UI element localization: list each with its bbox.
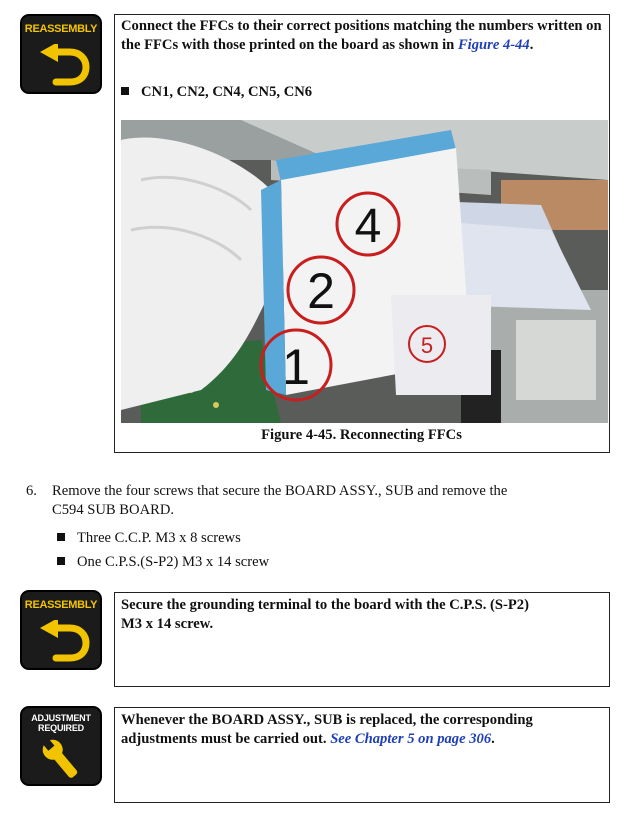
svg-text:4: 4 [354, 200, 382, 253]
note-grounding-line1: Secure the grounding terminal to the board with the C.P.S. (S-P2) [121, 597, 529, 613]
note-grounding-line2: M3 x 14 screw. [121, 616, 214, 632]
note-ffc-text: Connect the FFCs to their correct positions matching the numbers written on the FFCs with those printed on the board as shown in Figure 4-44. [121, 18, 602, 53]
bullet-square [57, 557, 65, 565]
reassembly-badge [20, 590, 102, 670]
figure-4-44-link[interactable]: Figure 4-44 [457, 37, 530, 53]
svg-text:5: 5 [420, 333, 434, 358]
step-number: 6. [26, 483, 37, 499]
chapter-5-link[interactable]: See Chapter 5 on page 306 [330, 731, 492, 747]
return-arrow-icon [36, 44, 90, 90]
adjustment-note-line1: Whenever the BOARD ASSY., SUB is replaced, the corresponding [121, 712, 533, 728]
ffc-photo [121, 120, 608, 423]
reassembly-badge-label: REASSEMBLY [24, 599, 98, 611]
adjustment-note [114, 707, 610, 803]
step-6-item: One C.P.S.(S-P2) M3 x 14 screw [57, 554, 269, 571]
step-6-item: Three C.C.P. M3 x 8 screws [57, 530, 241, 547]
note-ffc-bullet: CN1, CN2, CN4, CN5, CN6 [121, 83, 312, 102]
svg-text:2: 2 [307, 263, 335, 319]
reassembly-badge [20, 14, 102, 94]
adjustment-required-badge [20, 706, 102, 786]
adjustment-badge-line1: ADJUSTMENT [31, 713, 91, 723]
adjustment-note-line2: adjustments must be carried out. See Chapter 5 on page 306. [121, 731, 495, 747]
step-6-text: Remove the four screws that secure the BOARD ASSY., SUB and remove the C594 SUB BOARD. [52, 483, 508, 518]
return-arrow-icon [36, 620, 90, 666]
bullet-square [121, 87, 129, 95]
figure-caption: Figure 4-45. Reconnecting FFCs [261, 427, 462, 443]
reassembly-note-grounding [114, 592, 610, 687]
svg-text:1: 1 [282, 339, 310, 395]
adjustment-badge-line2: REQUIRED [38, 723, 84, 733]
reassembly-badge-label: REASSEMBLY [24, 23, 98, 35]
wrench-icon [36, 736, 90, 782]
bullet-square [57, 533, 65, 541]
